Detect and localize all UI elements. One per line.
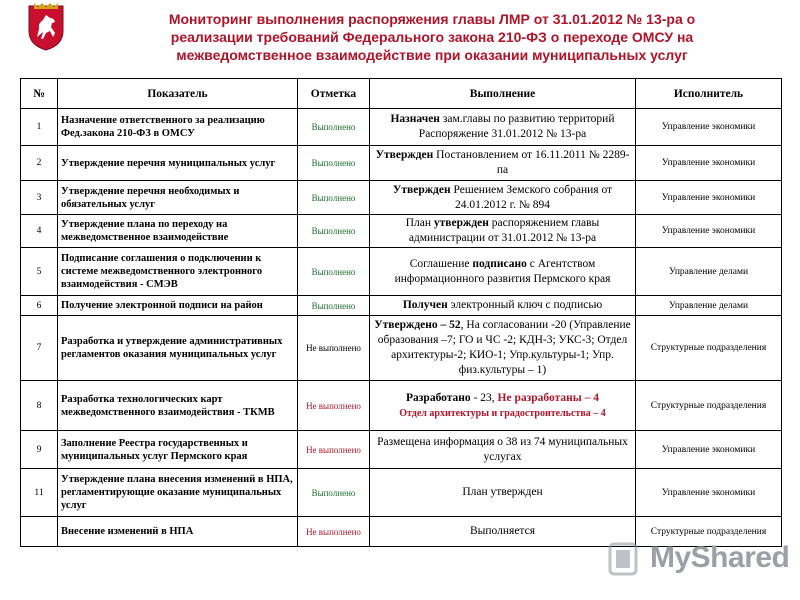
row-number: 9 bbox=[21, 431, 58, 469]
row-number: 3 bbox=[21, 181, 58, 215]
header-execution: Выполнение bbox=[370, 79, 636, 109]
row-execution bbox=[370, 517, 636, 547]
row-executor: Управление экономики bbox=[636, 469, 782, 517]
exec-not-done: Не разработаны – 4 bbox=[497, 391, 599, 404]
row-executor: Управление экономики bbox=[636, 146, 782, 181]
row-executor: Структурные подразделения bbox=[636, 381, 782, 431]
table-row bbox=[21, 109, 782, 146]
table-row bbox=[21, 316, 782, 381]
row-number bbox=[21, 517, 58, 547]
row-number: 5 bbox=[21, 248, 58, 296]
exec-not-done-detail: Отдел архитектуры и градостроительства – 4 bbox=[399, 407, 606, 419]
table-row bbox=[21, 431, 782, 469]
row-mark: Выполнено bbox=[298, 181, 370, 215]
table-row bbox=[21, 381, 782, 431]
row-indicator: Получение электронной подписи на район bbox=[58, 296, 298, 316]
row-execution bbox=[370, 248, 636, 296]
header-num: № bbox=[21, 79, 58, 109]
header-indicator: Показатель bbox=[58, 79, 298, 109]
row-mark: Выполнено bbox=[298, 109, 370, 146]
row-mark: Выполнено bbox=[298, 469, 370, 517]
row-execution bbox=[370, 316, 636, 381]
row-indicator: Утверждение перечня необходимых и обязательных услуг bbox=[58, 181, 298, 215]
table-row bbox=[21, 215, 782, 248]
row-execution bbox=[370, 296, 636, 316]
row-mark: Не выполнено bbox=[298, 381, 370, 431]
row-executor: Управление делами bbox=[636, 296, 782, 316]
row-indicator: Подписание соглашения о подключении к системе межведомственного электронного взаимодействия - СМЭВ bbox=[58, 248, 298, 296]
row-number: 8 bbox=[21, 381, 58, 431]
row-number: 11 bbox=[21, 469, 58, 517]
exec-text-prefix: Соглашение bbox=[409, 257, 473, 270]
row-executor: Структурные подразделения bbox=[636, 316, 782, 381]
title-line-3: межведомственное взаимодействие при оказании муниципальных услуг bbox=[176, 47, 688, 63]
row-executor: Управление экономики bbox=[636, 181, 782, 215]
row-executor: Управление экономики bbox=[636, 431, 782, 469]
row-number: 2 bbox=[21, 146, 58, 181]
monitoring-table bbox=[20, 78, 782, 547]
row-executor: Структурные подразделения bbox=[636, 517, 782, 547]
header-executor: Исполнитель bbox=[636, 79, 782, 109]
exec-bold: Утвержден bbox=[392, 183, 451, 196]
row-indicator: Заполнение Реестра государственных и муниципальных услуг Пермского края bbox=[58, 431, 298, 469]
table-row bbox=[21, 296, 782, 316]
row-indicator: Разработка и утверждение административных регламентов оказания муниципальных услуг bbox=[58, 316, 298, 381]
exec-text: распоряжением главы администрации от 31.01.2012 № 13-ра bbox=[408, 217, 600, 244]
header-mark: Отметка bbox=[298, 79, 370, 109]
exec-text: Постановлением от 16.11.2011 № 2289-па bbox=[433, 149, 630, 176]
row-indicator: Утверждение плана по переходу на межведомственное взаимодействие bbox=[58, 215, 298, 248]
title-line-1: Мониторинг выполнения распоряжения главы ЛМР от 31.01.2012 № 13-ра о bbox=[168, 11, 696, 27]
row-number: 4 bbox=[21, 215, 58, 248]
exec-bold: Разработано bbox=[406, 391, 471, 404]
row-indicator: Утверждение перечня муниципальных услуг bbox=[58, 146, 298, 181]
row-mark: Не выполнено bbox=[298, 517, 370, 547]
row-number: 1 bbox=[21, 109, 58, 146]
table-row bbox=[21, 469, 782, 517]
exec-bold: Утвержден bbox=[375, 149, 434, 161]
row-execution bbox=[370, 215, 636, 248]
page-title bbox=[92, 10, 772, 64]
exec-text: План утвержден bbox=[462, 486, 543, 498]
exec-text: Размещена информация о 38 из 74 муниципальных услугах bbox=[377, 435, 628, 463]
row-execution bbox=[370, 469, 636, 517]
row-indicator: Назначение ответственного за реализацию Фед.закона 210-ФЗ в ОМСУ bbox=[58, 109, 298, 146]
exec-bold: Назначен bbox=[390, 113, 440, 125]
row-number: 7 bbox=[21, 316, 58, 381]
exec-text: Выполняется bbox=[470, 525, 535, 537]
row-mark: Не выполнено bbox=[298, 431, 370, 469]
row-executor: Управление экономики bbox=[636, 215, 782, 248]
row-executor: Управление делами bbox=[636, 248, 782, 296]
table-row bbox=[21, 146, 782, 181]
exec-text: электронный ключ с подписью bbox=[447, 299, 603, 311]
table-row bbox=[21, 181, 782, 215]
exec-text: , На согласовании -20 (Управление образования –7; ГО и ЧС -2; КДН-3; УКС-3; Отдел архитектуры-2; КИО-1; Упр.культуры-1; Упр. физ.культуры – 1) bbox=[377, 319, 631, 376]
exec-text-prefix: План bbox=[405, 217, 434, 229]
row-execution bbox=[370, 381, 636, 431]
row-execution bbox=[370, 431, 636, 469]
row-mark: Выполнено bbox=[298, 296, 370, 316]
row-executor: Управление экономики bbox=[636, 109, 782, 146]
row-mark: Выполнено bbox=[298, 248, 370, 296]
exec-text: - 23, bbox=[470, 391, 498, 404]
row-execution bbox=[370, 109, 636, 146]
row-execution bbox=[370, 181, 636, 215]
row-indicator: Разработка технологических карт межведомственного взаимодействия - ТКМВ bbox=[58, 381, 298, 431]
row-indicator: Утверждение плана внесения изменений в НПА, регламентирующие оказание муниципальных услуг bbox=[58, 469, 298, 517]
coat-of-arms-emblem bbox=[26, 3, 66, 51]
exec-bold: подписано bbox=[472, 257, 527, 270]
title-line-2: реализации требований Федерального закона 210-ФЗ о переходе ОМСУ на bbox=[170, 29, 694, 45]
row-mark: Не выполнено bbox=[298, 316, 370, 381]
row-number: 6 bbox=[21, 296, 58, 316]
exec-bold: Получен bbox=[402, 299, 448, 311]
row-mark: Выполнено bbox=[298, 215, 370, 248]
exec-bold: утвержден bbox=[433, 217, 489, 229]
row-mark: Выполнено bbox=[298, 146, 370, 181]
row-execution bbox=[370, 146, 636, 181]
row-indicator: Внесение изменений в НПА bbox=[58, 517, 298, 547]
exec-bold: Утверждено – 52 bbox=[374, 319, 461, 331]
watermark-text: MyShared bbox=[650, 541, 790, 574]
exec-text: Решением Земского собрания от 24.01.2012 г. № 894 bbox=[450, 183, 613, 211]
exec-text: зам.главы по развитию территорий Распоряжение 31.01.2012 № 13-ра bbox=[418, 113, 615, 140]
table-row bbox=[21, 248, 782, 296]
exec-text: с Агентством информационного развития Пермского края bbox=[394, 257, 611, 285]
table-header-row bbox=[21, 79, 782, 109]
